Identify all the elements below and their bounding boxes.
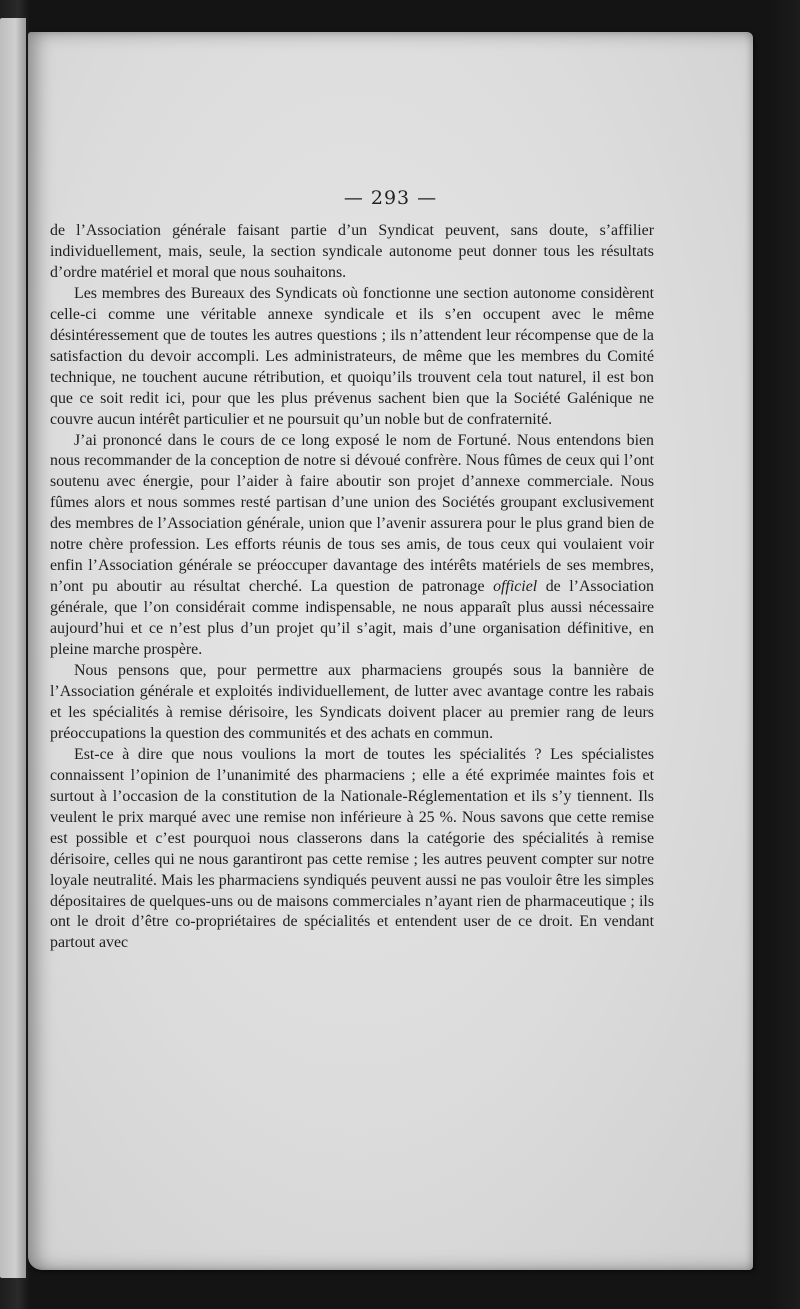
body-text	[50, 221, 654, 954]
book-page	[28, 32, 753, 1270]
paragraph-5: Est-ce à dire que nous voulions la mort de toutes les spécialités ? Les spécialistes connaissent l’opinion de l’unanimité des pharmaciens ; elle a été exprimée maintes fois et surtout à l’occasion de la constitution de la Nationale-Réglementation et ils s’y tiennent. Ils veulent le prix marqué avec une remise non inférieure à 25 %. Nous savons que cette remise est possible et c’est pourquoi nous classerons dans la catégorie des spécialités à remise dérisoire, celles qui ne nous garantiront pas cette remise ; les autres peuvent compter sur notre loyale neutralité. Mais les pharmaciens syndiqués peuvent aussi ne pas vouloir être les simples dépositaires de quelques-uns ou de maisons commerciales n’ayant rien de pharmaceutique ; ils ont le droit d’être co-propriétaires de spécialités et entendent user de ce droit. En vendant partout avec	[50, 745, 654, 952]
paragraph-3-after: de l’Association générale, que l’on considérait comme indispensable, ne nous apparaît plus aussi nécessaire aujourd’hui et ce n’est plus d’un projet qu’il s’agit, mais d’une organisation définitive, en pleine marche prospère.	[50, 578, 654, 659]
page-number: — 293 —	[343, 187, 438, 209]
paragraph-4: Nous pensons que, pour permettre aux pharmaciens groupés sous la bannière de l’Association générale et exploités individuellement, de lutter avec avantage contre les rabais et les spécialités à remise dérisoire, les Syndicats doivent placer au premier rang de leurs préoccupations la question des communités et des achats en commun.	[50, 662, 654, 742]
paragraph-3-before: J’ai prononcé dans le cours de ce long exposé le nom de Fortuné. Nous entendons bien nous recommander de la conception de notre si dévoué confrère. Nous fûmes de ceux qui l’ont soutenu avec énergie, pour l’aider à faire aboutir son projet d’annexe commerciale. Nous fûmes alors et nous sommes resté partisan d’une union des Sociétés groupant exclusivement des membres de l’Association générale, union que l’avenir assurera pour le plus grand bien de notre chère profession. Les efforts réunis de tous ses amis, de tous ceux qui voulaient voir enfin l’Association générale se préoccuper davantage des intérêts matériels de ses membres, n’ont pu aboutir au résultat cherché. La question de patronage	[50, 431, 654, 596]
paragraph-2: Les membres des Bureaux des Syndicats où fonctionne une section autonome considèrent celle-ci comme une véritable annexe syndicale et ils s’en occupent avec le même désintéressement que de toutes les autres questions ; ils n’attendent leur récompense que de la satisfaction du devoir accompli. Les administrateurs, de même que les membres du Comité technique, ne touchent aucune rétribution, et quoiqu’ils trouvent cela tout naturel, il est bon que ce soit redit ici, pour que les plus prévenus sachent bien que la Société Galénique ne couvre aucun intérêt particulier et ne poursuit qu’un noble but de confraternité.	[50, 284, 654, 428]
paragraph-3	[50, 431, 654, 661]
previous-page-edge	[0, 18, 26, 1278]
paragraph-1: de l’Association générale faisant partie d’un Syndicat peuvent, sans doute, s’affilier individuellement, mais, seule, la section syndicale autonome peut donner tous les résultats d’ordre matériel et moral que nous souhaitons.	[50, 222, 654, 281]
italic-word-officiel: officiel	[493, 578, 538, 596]
